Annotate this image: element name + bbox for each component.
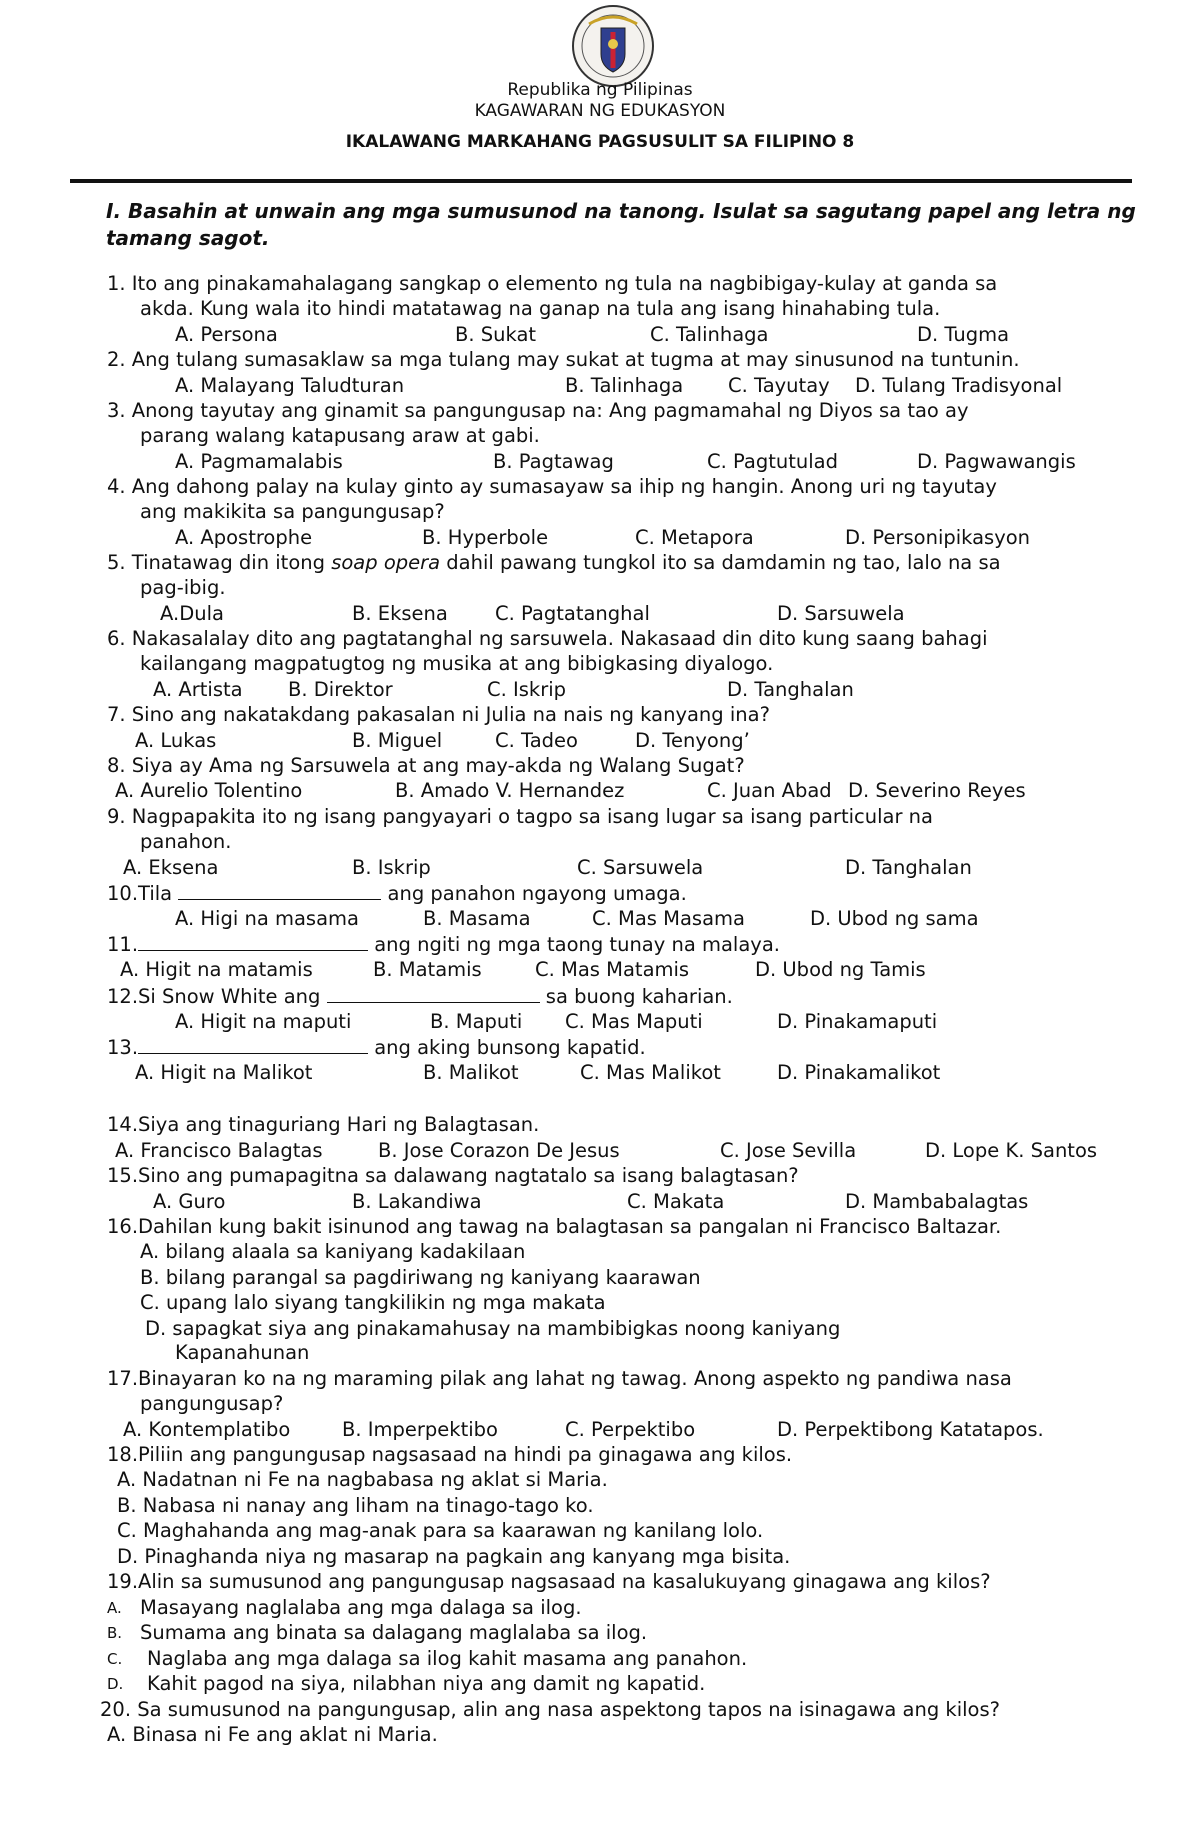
q13-answer-blank	[138, 1035, 368, 1054]
exam-title: IKALAWANG MARKAHANG PAGSUSULIT SA FILIPINO 8	[345, 132, 855, 152]
q16-choice-c: C. upang lalo siyang tangkilikin ng mga makata	[140, 1291, 606, 1314]
q1-choice-d: D. Tugma	[917, 323, 1010, 346]
department-label: KAGAWARAN NG EDUKASYON	[474, 101, 726, 121]
q12-choice-d: D. Pinakamaputi	[777, 1010, 938, 1033]
q17-choice-c: C. Perpektibo	[565, 1418, 696, 1441]
q7-stem: 7. Sino ang nakatakdang pakasalan ni Julia na nais ng kanyang ina?	[107, 703, 770, 726]
q15-stem: 15.Sino ang pumapagitna sa dalawang nagtatalo sa isang balagtasan?	[107, 1164, 799, 1187]
q5-stem-pre: 5. Tinatawag din itong	[107, 551, 332, 574]
q16-stem: 16.Dahilan kung bakit isinunod ang tawag na balagtasan sa pangalan ni Francisco Baltazar.	[107, 1215, 1002, 1238]
q18-choice-c: C. Maghahanda ang mag-anak para sa kaarawan ng kanilang lolo.	[117, 1519, 764, 1542]
q8-choice-d: D. Severino Reyes	[848, 779, 1026, 802]
q10-stem	[107, 881, 687, 906]
q18-stem: 18.Piliin ang pangungusap nagsasaad na hindi pa ginagawa ang kilos.	[107, 1443, 793, 1466]
q8-choice-c: C. Juan Abad	[707, 779, 832, 802]
q9-stem-cont: panahon.	[140, 830, 232, 853]
q7-choice-a: A. Lukas	[135, 729, 217, 752]
q5-choice-a: A.Dula	[160, 602, 224, 625]
q11-choice-a: A. Higit na matamis	[120, 958, 313, 981]
q2-stem: 2. Ang tulang sumasaklaw sa mga tulang may sukat at tugma at may sinusunod na tuntunin.	[107, 348, 1020, 371]
q4-choice-b: B. Hyperbole	[422, 526, 549, 549]
q15-choice-a: A. Guro	[153, 1190, 226, 1213]
q17-stem-cont: pangungusap?	[140, 1392, 284, 1415]
q10-choice-a: A. Higi na masama	[175, 907, 359, 930]
q15-choice-d: D. Mambabalagtas	[845, 1190, 1029, 1213]
q5-stem-post: dahil pawang tungkol ito sa damdamin ng tao, lalo na sa	[440, 551, 1001, 574]
q3-stem-cont: parang walang katapusang araw at gabi.	[140, 424, 540, 447]
q5-stem-emphasis: soap opera	[331, 551, 441, 574]
q16-choice-a: A. bilang alaala sa kaniyang kadakilaan	[140, 1240, 526, 1263]
q1-stem-cont: akda. Kung wala ito hindi matatawag na ganap na tula ang isang hinahabing tula.	[140, 297, 941, 320]
q12-choice-a: A. Higit na maputi	[175, 1010, 352, 1033]
q2-choice-a: A. Malayang Taludturan	[175, 374, 405, 397]
q5-choice-b: B. Eksena	[352, 602, 448, 625]
q17-choice-b: B. Imperpektibo	[342, 1418, 498, 1441]
q3-choice-d: D. Pagwawangis	[917, 450, 1076, 473]
q4-stem-cont: ang makikita sa pangungusap?	[140, 500, 445, 523]
q14-choice-c: C. Jose Sevilla	[720, 1139, 857, 1162]
q18-choice-d: D. Pinaghanda niya ng masarap na pagkain ang kanyang mga bisita.	[117, 1545, 791, 1568]
q2-choice-d: D. Tulang Tradisyonal	[855, 374, 1063, 397]
q14-choice-d: D. Lope K. Santos	[925, 1139, 1098, 1162]
q8-stem: 8. Siya ay Ama ng Sarsuwela at ang may-akda ng Walang Sugat?	[107, 754, 745, 777]
q6-stem-cont: kailangang magpatugtog ng musika at ang bibigkasing diyalogo.	[140, 652, 774, 675]
q10-answer-blank	[178, 881, 381, 900]
q19-choice-d-letter: D.	[107, 1675, 124, 1693]
q13-stem-post: ang aking bunsong kapatid.	[368, 1036, 646, 1059]
q4-choice-c: C. Metapora	[635, 526, 754, 549]
q19-stem: 19.Alin sa sumusunod ang pangungusap nagsasaad na kasalukuyang ginagawa ang kilos?	[107, 1570, 991, 1593]
q2-choice-c: C. Tayutay	[728, 374, 830, 397]
q5-stem-cont: pag-ibig.	[140, 576, 226, 599]
q4-choice-d: D. Personipikasyon	[845, 526, 1031, 549]
q1-choice-b: B. Sukat	[455, 323, 537, 346]
instructions: I. Basahin at unwain ang mga sumusunod na tanong. Isulat sa sagutang papel ang letra ng tamang sagot.	[106, 199, 1136, 250]
deped-seal-logo	[571, 4, 655, 88]
q9-choice-c: C. Sarsuwela	[577, 856, 704, 879]
q10-choice-b: B. Masama	[423, 907, 531, 930]
q8-choice-a: A. Aurelio Tolentino	[115, 779, 303, 802]
q14-choice-a: A. Francisco Balagtas	[115, 1139, 323, 1162]
q10-stem-post: ang panahon ngayong umaga.	[381, 882, 687, 905]
q10-choice-d: D. Ubod ng sama	[810, 907, 979, 930]
q7-choice-d: D. Tenyong’	[635, 729, 750, 752]
q5-choice-c: C. Pagtatanghal	[495, 602, 650, 625]
q18-choice-b: B. Nabasa ni nanay ang liham na tinago-tago ko.	[117, 1494, 594, 1517]
q3-stem: 3. Anong tayutay ang ginamit sa pangungusap na: Ang pagmamahal ng Diyos sa tao ay	[107, 399, 969, 422]
q13-choice-c: C. Mas Malikot	[580, 1061, 721, 1084]
q17-choice-d: D. Perpektibong Katatapos.	[777, 1418, 1044, 1441]
q9-choice-b: B. Iskrip	[352, 856, 431, 879]
q15-choice-b: B. Lakandiwa	[352, 1190, 482, 1213]
q11-choice-b: B. Matamis	[373, 958, 482, 981]
q19-choice-d: Kahit pagod na siya, nilabhan niya ang damit ng kapatid.	[147, 1672, 706, 1695]
q11-stem-post: ang ngiti ng mga taong tunay na malaya.	[368, 933, 780, 956]
q10-stem-pre: 10.Tila	[107, 882, 179, 905]
q6-choice-b: B. Direktor	[288, 678, 393, 701]
q16-choice-b: B. bilang parangal sa pagdiriwang ng kaniyang kaarawan	[140, 1266, 701, 1289]
q19-choice-b: Sumama ang binata sa dalagang maglalaba sa ilog.	[140, 1621, 648, 1644]
q17-stem: 17.Binayaran ko na ng maraming pilak ang lahat ng tawag. Anong aspekto ng pandiwa nasa	[107, 1367, 1012, 1390]
q12-answer-blank	[327, 984, 540, 1003]
q13-choice-d: D. Pinakamalikot	[777, 1061, 941, 1084]
q12-choice-c: C. Mas Maputi	[565, 1010, 703, 1033]
q14-choice-b: B. Jose Corazon De Jesus	[378, 1139, 620, 1162]
q11-choice-d: D. Ubod ng Tamis	[755, 958, 926, 981]
q19-choice-a-letter: A.	[107, 1599, 122, 1617]
q5-choice-d: D. Sarsuwela	[777, 602, 905, 625]
q16-choice-d: D. sapagkat siya ang pinakamahusay na mambibigkas noong kaniyang	[145, 1317, 841, 1340]
q7-choice-b: B. Miguel	[352, 729, 443, 752]
q19-choice-c: Naglaba ang mga dalaga sa ilog kahit masama ang panahon.	[147, 1647, 748, 1670]
q17-choice-a: A. Kontemplatibo	[123, 1418, 291, 1441]
republic-label: Republika ng Pilipinas	[507, 80, 693, 100]
q13-stem	[107, 1035, 646, 1060]
q20-stem: 20. Sa sumusunod na pangungusap, alin ang nasa aspektong tapos na isinagawa ang kilos?	[100, 1698, 1000, 1721]
q19-choice-b-letter: B.	[107, 1624, 123, 1642]
q12-choice-b: B. Maputi	[430, 1010, 523, 1033]
q9-choice-a: A. Eksena	[123, 856, 219, 879]
header-divider	[70, 179, 1132, 183]
q13-choice-a: A. Higit na Malikot	[135, 1061, 313, 1084]
q3-choice-b: B. Pagtawag	[493, 450, 614, 473]
q11-stem	[107, 932, 780, 957]
q6-stem: 6. Nakasalalay dito ang pagtatanghal ng sarsuwela. Nakasaad din dito kung saang bahagi	[107, 627, 988, 650]
q18-choice-a: A. Nadatnan ni Fe na nagbabasa ng aklat si Maria.	[117, 1468, 608, 1491]
q3-choice-a: A. Pagmamalabis	[175, 450, 343, 473]
q1-choice-c: C. Talinhaga	[650, 323, 769, 346]
q5-stem	[107, 551, 1001, 575]
q11-choice-c: C. Mas Matamis	[535, 958, 690, 981]
q10-choice-c: C. Mas Masama	[592, 907, 745, 930]
q20-choice-a: A. Binasa ni Fe ang aklat ni Maria.	[107, 1723, 438, 1746]
q6-choice-c: C. Iskrip	[487, 678, 567, 701]
q19-choice-a: Masayang naglalaba ang mga dalaga sa ilog.	[140, 1596, 582, 1619]
q12-stem-pre: 12.Si Snow White ang	[107, 985, 327, 1008]
q11-answer-blank	[138, 932, 368, 951]
q7-choice-c: C. Tadeo	[495, 729, 578, 752]
q15-choice-c: C. Makata	[627, 1190, 725, 1213]
q19-choice-c-letter: C.	[107, 1650, 123, 1668]
q2-choice-b: B. Talinhaga	[565, 374, 684, 397]
q4-stem: 4. Ang dahong palay na kulay ginto ay sumasayaw sa ihip ng hangin. Anong uri ng tayutay	[107, 475, 997, 498]
q8-choice-b: B. Amado V. Hernandez	[395, 779, 625, 802]
q13-choice-b: B. Malikot	[423, 1061, 519, 1084]
q9-stem: 9. Nagpapakita ito ng isang pangyayari o tagpo sa isang lugar sa isang particular na	[107, 805, 933, 828]
q6-choice-d: D. Tanghalan	[727, 678, 854, 701]
q16-choice-d-cont: Kapanahunan	[175, 1341, 310, 1364]
q11-stem-pre: 11.	[107, 933, 139, 956]
q1-stem: 1. Ito ang pinakamahalagang sangkap o elemento ng tula na nagbibigay-kulay at ganda sa	[107, 272, 998, 295]
q3-choice-c: C. Pagtutulad	[707, 450, 838, 473]
q13-stem-pre: 13.	[107, 1036, 139, 1059]
q14-stem: 14.Siya ang tinaguriang Hari ng Balagtasan.	[107, 1113, 540, 1136]
q9-choice-d: D. Tanghalan	[845, 856, 972, 879]
q12-stem	[107, 984, 733, 1009]
q6-choice-a: A. Artista	[153, 678, 243, 701]
q12-stem-post: sa buong kaharian.	[539, 985, 733, 1008]
q1-choice-a: A. Persona	[175, 323, 278, 346]
q4-choice-a: A. Apostrophe	[175, 526, 313, 549]
